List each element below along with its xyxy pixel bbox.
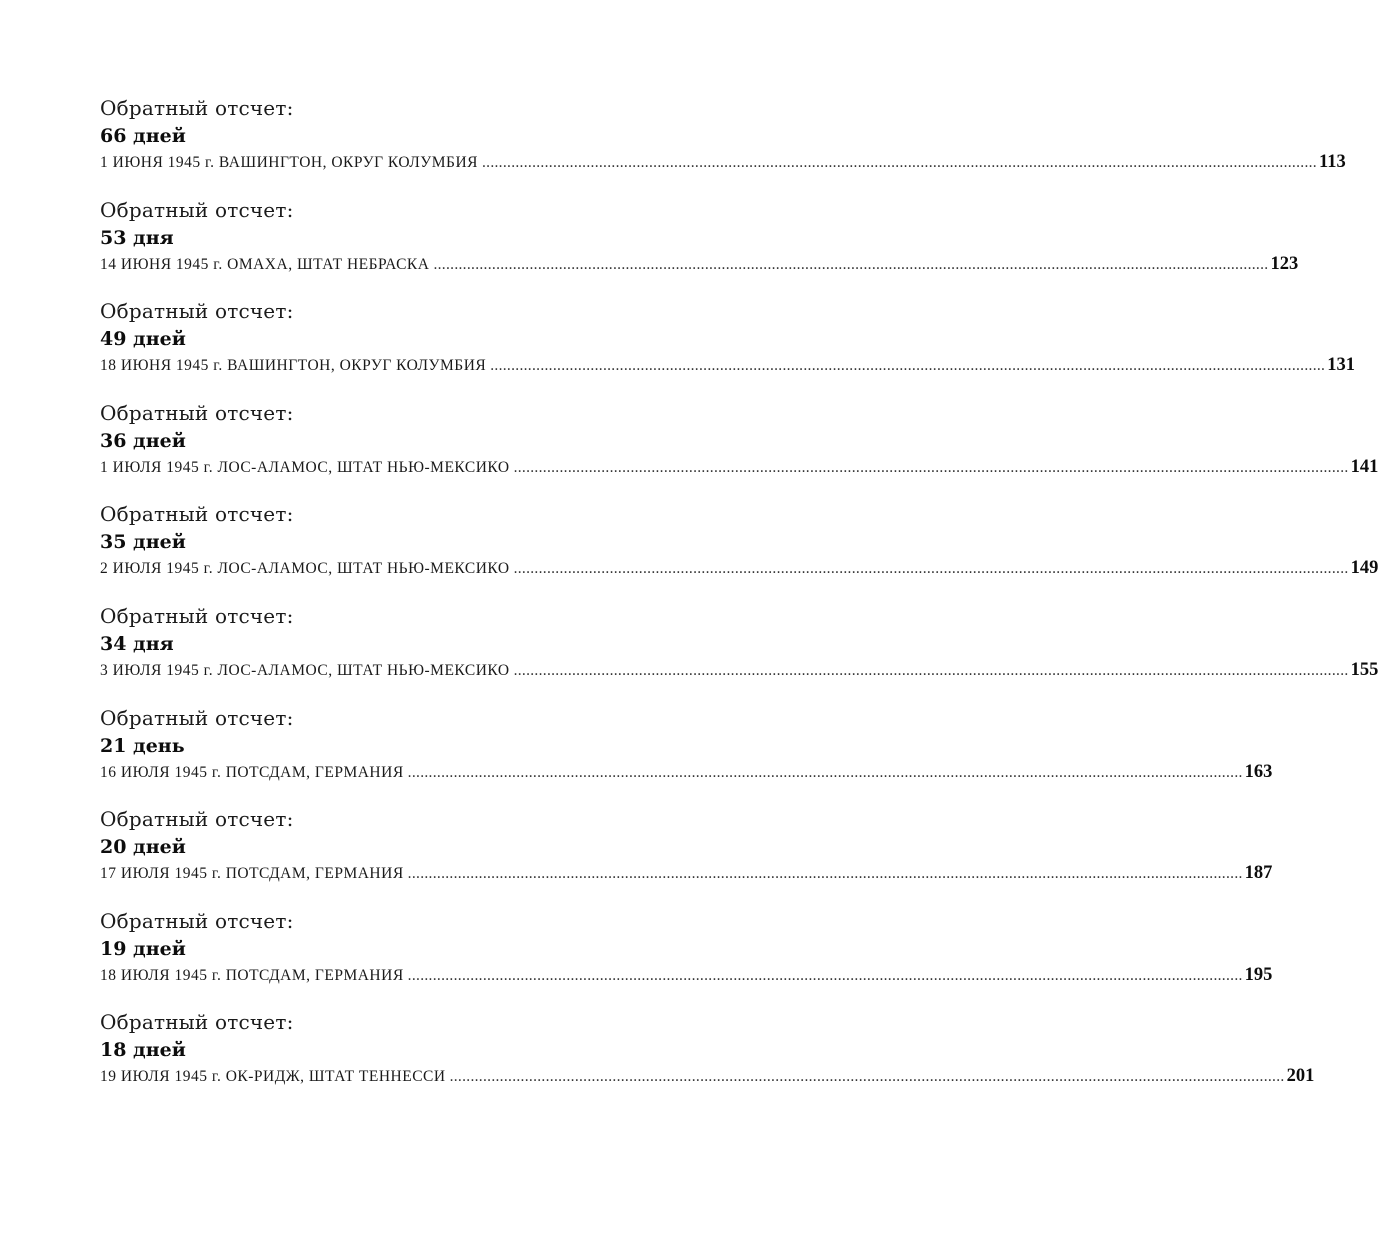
- page-number[interactable]: 201: [1286, 1066, 1315, 1087]
- countdown-label: Обратный отсчет:: [100, 400, 294, 425]
- date-place: 17 ИЮЛЯ 1945 г. ПОТСДАМ, ГЕРМАНИЯ: [100, 865, 404, 883]
- days-remaining: 66 дней: [100, 125, 186, 147]
- dot-leader: ........................................................................................................................................................................................................: [433, 255, 1269, 273]
- page-number[interactable]: 123: [1270, 253, 1299, 274]
- dot-leader: ........................................................................................................................................................................................................: [449, 1068, 1285, 1086]
- dot-leader: ........................................................................................................................................................................................................: [407, 763, 1243, 781]
- days-remaining: 36 дней: [100, 429, 186, 452]
- days-remaining: 35 дней: [100, 531, 186, 554]
- dot-leader: ........................................................................................................................................................................................................: [407, 966, 1243, 984]
- toc-entry[interactable]: [100, 1008, 1315, 1110]
- toc-line: [100, 760, 1273, 784]
- countdown-label: Обратный отсчет:: [100, 1010, 294, 1035]
- countdown-label: Обратный отсчет:: [100, 705, 294, 730]
- toc-line: [100, 455, 1378, 479]
- dot-leader: ........................................................................................................................................................................................................: [407, 865, 1243, 883]
- countdown-label: Обратный отсчет:: [100, 96, 294, 120]
- days-remaining: 19 дней: [100, 937, 186, 960]
- toc-line: [100, 252, 1299, 276]
- date-place: 1 ИЮНЯ 1945 г. ВАШИНГТОН, ОКРУГ КОЛУМБИЯ: [100, 154, 478, 171]
- toc-line: [100, 1064, 1315, 1088]
- date-place: 3 ИЮЛЯ 1945 г. ЛОС-АЛАМОС, ШТАТ НЬЮ-МЕКСИКО: [100, 661, 510, 679]
- page-number[interactable]: 195: [1244, 964, 1273, 985]
- countdown-label: Обратный отсчет:: [100, 299, 294, 324]
- dot-leader: ........................................................................................................................................................................................................: [481, 154, 1317, 171]
- page-number[interactable]: 113: [1318, 152, 1346, 172]
- date-place: 1 ИЮЛЯ 1945 г. ЛОС-АЛАМОС, ШТАТ НЬЮ-МЕКСИКО: [100, 458, 510, 476]
- toc-line: [100, 353, 1355, 377]
- toc-entry[interactable]: [100, 196, 1299, 298]
- toc-entry[interactable]: [100, 907, 1273, 1009]
- date-place: 19 ИЮЛЯ 1945 г. ОК-РИДЖ, ШТАТ ТЕННЕССИ: [100, 1068, 446, 1086]
- days-remaining: 21 день: [100, 734, 185, 757]
- dot-leader: ........................................................................................................................................................................................................: [490, 357, 1326, 375]
- page-number[interactable]: 163: [1244, 761, 1273, 782]
- days-remaining: 18 дней: [100, 1039, 186, 1062]
- date-place: 2 ИЮЛЯ 1945 г. ЛОС-АЛАМОС, ШТАТ НЬЮ-МЕКСИКО: [100, 560, 510, 578]
- toc-line: [100, 556, 1378, 580]
- date-place: 16 ИЮЛЯ 1945 г. ПОТСДАМ, ГЕРМАНИЯ: [100, 763, 404, 781]
- countdown-label: Обратный отсчет:: [100, 197, 294, 222]
- days-remaining: 49 дней: [100, 328, 186, 351]
- toc-entry[interactable]: [100, 297, 1355, 399]
- days-remaining: 20 дней: [100, 836, 186, 859]
- page-number[interactable]: 141: [1350, 456, 1378, 477]
- toc-line: [100, 861, 1273, 885]
- toc-entry[interactable]: [100, 805, 1273, 907]
- dot-leader: ........................................................................................................................................................................................................: [513, 661, 1349, 679]
- countdown-label: Обратный отсчет:: [100, 807, 294, 832]
- countdown-label: Обратный отсчет:: [100, 603, 294, 628]
- toc-entry[interactable]: [100, 704, 1273, 806]
- toc-entry[interactable]: [100, 602, 1378, 704]
- toc-line: [100, 963, 1273, 987]
- toc-line: [100, 150, 1346, 174]
- toc-line: [100, 658, 1378, 682]
- countdown-label: Обратный отсчет:: [100, 502, 294, 527]
- countdown-label: Обратный отсчет:: [100, 908, 294, 933]
- date-place: 18 ИЮНЯ 1945 г. ВАШИНГТОН, ОКРУГ КОЛУМБИЯ: [100, 357, 487, 375]
- days-remaining: 34 дня: [100, 632, 174, 655]
- table-of-contents: [100, 94, 1378, 1110]
- toc-entry[interactable]: [100, 399, 1378, 501]
- dot-leader: ........................................................................................................................................................................................................: [513, 560, 1349, 578]
- toc-entry[interactable]: [100, 94, 1346, 196]
- toc-entry[interactable]: [100, 500, 1378, 602]
- page-number[interactable]: 149: [1350, 558, 1378, 579]
- date-place: 18 ИЮЛЯ 1945 г. ПОТСДАМ, ГЕРМАНИЯ: [100, 966, 404, 984]
- date-place: 14 ИЮНЯ 1945 г. ОМАХА, ШТАТ НЕБРАСКА: [100, 255, 430, 273]
- days-remaining: 53 дня: [100, 226, 174, 249]
- page-number[interactable]: 131: [1327, 355, 1355, 376]
- page-number[interactable]: 187: [1244, 863, 1273, 884]
- page-number[interactable]: 155: [1350, 659, 1378, 680]
- dot-leader: ........................................................................................................................................................................................................: [513, 458, 1349, 476]
